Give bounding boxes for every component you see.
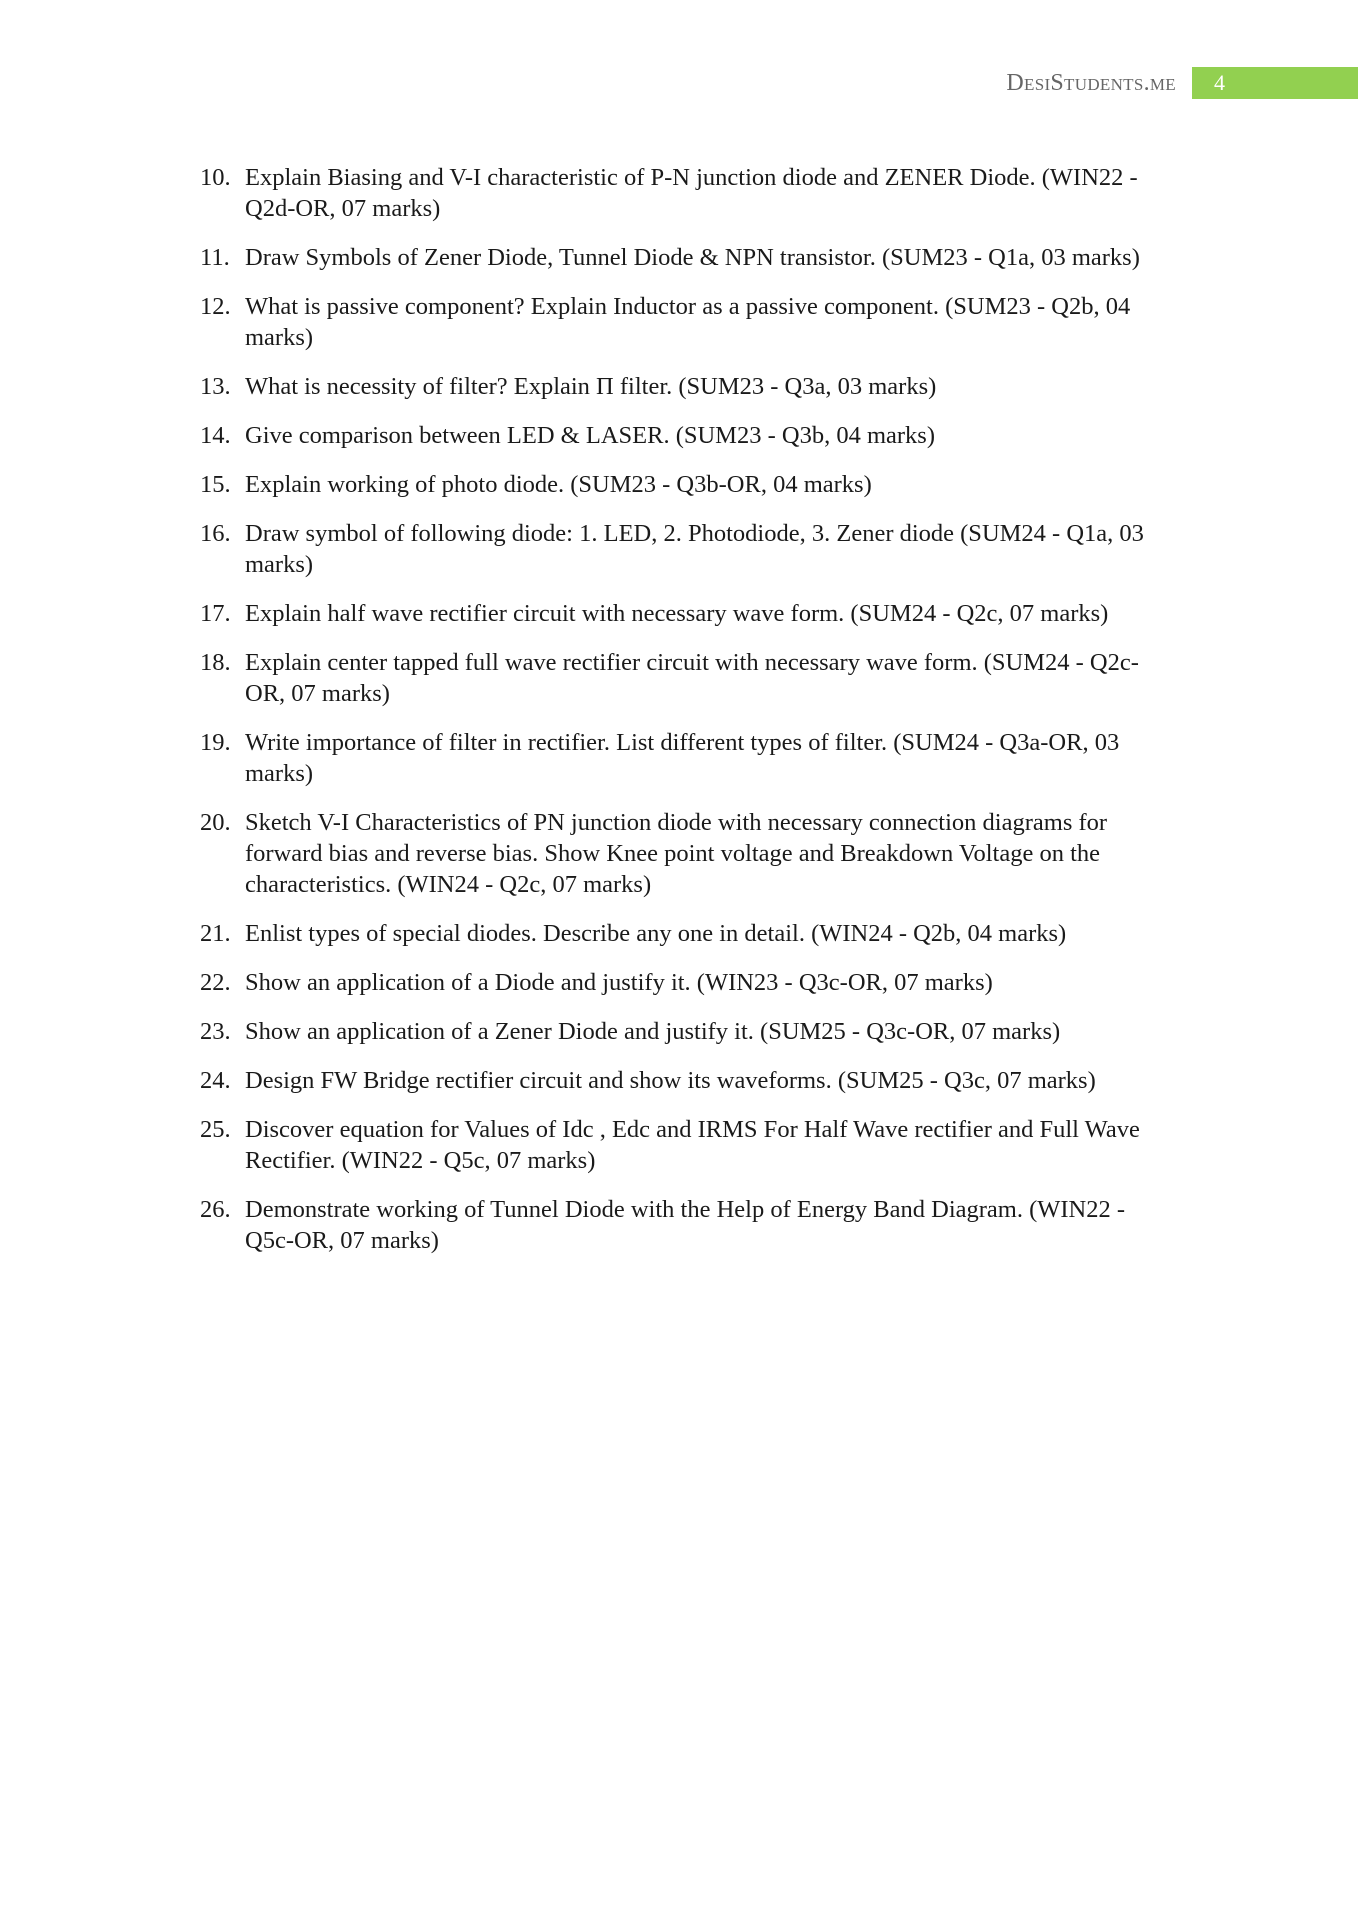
question-number: 10. xyxy=(200,164,231,191)
question-number: 20. xyxy=(200,809,231,836)
question-item xyxy=(200,291,1176,353)
question-number: 23. xyxy=(200,1018,231,1045)
question-number: 21. xyxy=(200,920,231,947)
question-text: What is necessity of filter? Explain Π filter. (SUM23 - Q3a, 03 marks) xyxy=(245,373,937,400)
question-text: Sketch V-I Characteristics of PN junction diode with necessary connection diagrams for forward bias and reverse bias. Show Knee point voltage and Breakdown Voltage on the characteristics. (WIN24 - Q2c, 07 marks) xyxy=(245,809,1108,898)
question-text: Give comparison between LED & LASER. (SUM23 - Q3b, 04 marks) xyxy=(245,422,935,449)
question-text: Enlist types of special diodes. Describe any one in detail. (WIN24 - Q2b, 04 marks) xyxy=(245,920,1067,947)
question-item xyxy=(200,727,1176,789)
question-number: 17. xyxy=(200,600,231,627)
question-number: 19. xyxy=(200,729,231,756)
question-list xyxy=(200,162,1176,1274)
question-number: 22. xyxy=(200,969,231,996)
page-header xyxy=(1006,66,1358,100)
site-name: DesiStudents.me xyxy=(1006,69,1176,96)
question-number: 26. xyxy=(200,1196,231,1223)
question-text: Show an application of a Zener Diode and justify it. (SUM25 - Q3c-OR, 07 marks) xyxy=(245,1018,1061,1045)
question-item xyxy=(200,647,1176,709)
question-item xyxy=(200,371,1176,402)
question-item xyxy=(200,918,1176,949)
question-number: 11. xyxy=(200,244,230,271)
question-item xyxy=(200,1194,1176,1256)
question-number: 14. xyxy=(200,422,231,449)
question-number: 12. xyxy=(200,293,231,320)
question-item xyxy=(200,967,1176,998)
question-text: Show an application of a Diode and justify it. (WIN23 - Q3c-OR, 07 marks) xyxy=(245,969,993,996)
question-number: 15. xyxy=(200,471,231,498)
question-text: Discover equation for Values of Idc , Edc and IRMS For Half Wave rectifier and Full Wave Rectifier. (WIN22 - Q5c, 07 marks) xyxy=(245,1116,1140,1174)
question-item xyxy=(200,242,1176,273)
question-item xyxy=(200,598,1176,629)
question-item xyxy=(200,1114,1176,1176)
question-item xyxy=(200,469,1176,500)
question-text: Explain Biasing and V-I characteristic of P-N junction diode and ZENER Diode. (WIN22 - Q2d-OR, 07 marks) xyxy=(245,164,1138,222)
question-text: Draw symbol of following diode: 1. LED, 2. Photodiode, 3. Zener diode (SUM24 - Q1a, 03 marks) xyxy=(245,520,1144,578)
page-number-badge: 4 xyxy=(1192,67,1358,99)
question-number: 25. xyxy=(200,1116,231,1143)
question-text: Explain center tapped full wave rectifier circuit with necessary wave form. (SUM24 - Q2c-OR, 07 marks) xyxy=(245,649,1139,707)
question-text: Draw Symbols of Zener Diode, Tunnel Diode & NPN transistor. (SUM23 - Q1a, 03 marks) xyxy=(245,244,1140,271)
question-item xyxy=(200,1016,1176,1047)
question-item xyxy=(200,420,1176,451)
question-text: Demonstrate working of Tunnel Diode with the Help of Energy Band Diagram. (WIN22 - Q5c-OR, 07 marks) xyxy=(245,1196,1126,1254)
question-text: Explain working of photo diode. (SUM23 - Q3b-OR, 04 marks) xyxy=(245,471,872,498)
question-text: Write importance of filter in rectifier. List different types of filter. (SUM24 - Q3a-OR, 03 marks) xyxy=(245,729,1120,787)
question-item xyxy=(200,162,1176,224)
question-text: Explain half wave rectifier circuit with necessary wave form. (SUM24 - Q2c, 07 marks) xyxy=(245,600,1109,627)
question-number: 24. xyxy=(200,1067,231,1094)
question-item xyxy=(200,807,1176,900)
question-number: 18. xyxy=(200,649,231,676)
question-number: 16. xyxy=(200,520,231,547)
question-item xyxy=(200,1065,1176,1096)
question-number: 13. xyxy=(200,373,231,400)
question-item xyxy=(200,518,1176,580)
question-text: What is passive component? Explain Inductor as a passive component. (SUM23 - Q2b, 04 marks) xyxy=(245,293,1131,351)
question-text: Design FW Bridge rectifier circuit and show its waveforms. (SUM25 - Q3c, 07 marks) xyxy=(245,1067,1096,1094)
